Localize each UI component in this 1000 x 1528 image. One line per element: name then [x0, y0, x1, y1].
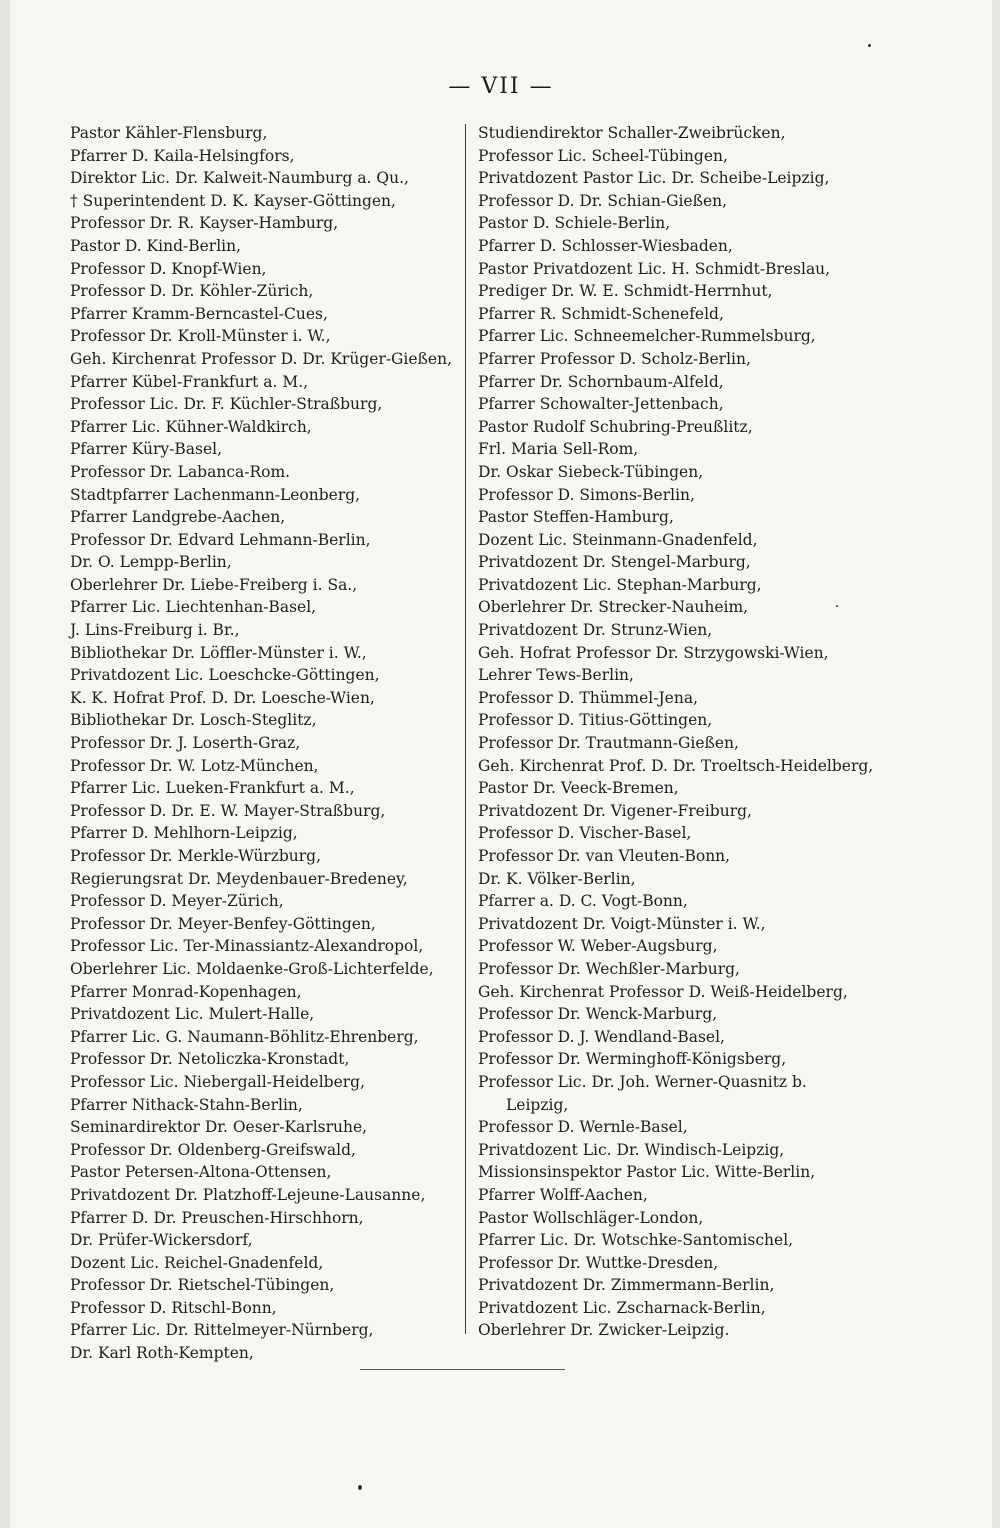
list-item: Bibliothekar Dr. Löffler-Münster i. W.,: [70, 643, 367, 662]
list-item: Pfarrer Lic. Lueken-Frankfurt a. M.,: [70, 779, 355, 798]
list-item: Professor D. Wernle-Basel,: [478, 1118, 688, 1137]
list-item: Dr. O. Lempp-Berlin,: [70, 553, 232, 572]
list-item: Pfarrer Nithack-Stahn-Berlin,: [70, 1095, 303, 1114]
list-item: Dozent Lic. Steinmann-Gnadenfeld,: [478, 530, 758, 549]
list-item: Pastor Dr. Veeck-Bremen,: [478, 779, 679, 798]
list-item: Oberlehrer Dr. Liebe-Freiberg i. Sa.,: [70, 575, 358, 594]
list-item: Privatdozent Dr. Vigener-Freiburg,: [478, 801, 752, 820]
list-item: Privatdozent Lic. Zscharnack-Berlin,: [478, 1298, 766, 1317]
list-item: Privatdozent Dr. Stengel-Marburg,: [478, 553, 751, 572]
list-item: Pfarrer Lic. Dr. Rittelmeyer-Nürnberg,: [70, 1321, 374, 1340]
list-item: Geh. Kirchenrat Prof. D. Dr. Troeltsch-Heidelberg,: [478, 756, 874, 775]
list-item: Professor W. Weber-Augsburg,: [478, 937, 718, 956]
list-item: Pastor D. Kind-Berlin,: [70, 236, 242, 255]
list-item: Geh. Hofrat Professor Dr. Strzygowski-Wien,: [478, 643, 829, 662]
list-item: Missionsinspektor Pastor Lic. Witte-Berlin,: [478, 1163, 816, 1182]
list-item: Pfarrer Kübel-Frankfurt a. M.,: [70, 372, 309, 391]
list-item: Pfarrer Lic. Schneemelcher-Rummelsburg,: [478, 327, 816, 346]
list-item: Professor D. Ritschl-Bonn,: [70, 1298, 277, 1317]
list-item: Professor Dr. Labanca-Rom.: [70, 462, 291, 481]
right-column-list: [478, 122, 873, 1342]
list-item: Professor Dr. R. Kayser-Hamburg,: [70, 214, 339, 233]
end-rule: [360, 1369, 565, 1370]
list-item: Prediger Dr. W. E. Schmidt-Herrnhut,: [478, 282, 773, 301]
list-item: Oberlehrer Dr. Strecker-Nauheim,: [478, 598, 749, 617]
list-item: Leipzig,: [506, 1095, 569, 1114]
list-item: Pfarrer Kramm-Berncastel-Cues,: [70, 304, 328, 323]
list-item: Pfarrer D. Dr. Preuschen-Hirschhorn,: [70, 1208, 364, 1227]
column-divider: [465, 124, 466, 1334]
list-item: Professor Lic. Niebergall-Heidelberg,: [70, 1072, 366, 1091]
list-item: Pfarrer R. Schmidt-Schenefeld,: [478, 304, 724, 323]
list-item: Professor Dr. Merkle-Würzburg,: [70, 847, 322, 865]
list-item: Frl. Maria Sell-Rom,: [478, 440, 639, 459]
list-item: Direktor Lic. Dr. Kalweit-Naumburg a. Qu.,: [70, 169, 409, 188]
list-item: Pfarrer Lic. Dr. Wotschke-Santomischel,: [478, 1231, 794, 1250]
list-item: Seminardirektor Dr. Oeser-Karlsruhe,: [70, 1118, 368, 1137]
list-item: Professor Dr. Wenck-Marburg,: [478, 1005, 718, 1024]
list-item: Professor D. Vischer-Basel,: [478, 824, 692, 843]
left-column-list: [70, 122, 452, 1365]
list-item: Oberlehrer Lic. Moldaenke-Groß-Lichterfelde,: [70, 959, 434, 978]
list-item: Pfarrer Dr. Schornbaum-Alfeld,: [478, 372, 724, 391]
list-item: Pfarrer Professor D. Scholz-Berlin,: [478, 349, 751, 368]
list-item: Pastor Petersen-Altona-Ottensen,: [70, 1163, 332, 1182]
list-item: Privatdozent Dr. Strunz-Wien,: [478, 621, 713, 640]
list-item: Professor D. Titius-Göttingen,: [478, 711, 713, 730]
list-item: Studiendirektor Schaller-Zweibrücken,: [478, 124, 786, 142]
list-item: Privatdozent Dr. Zimmermann-Berlin,: [478, 1276, 775, 1295]
list-item: Pfarrer Lic. G. Naumann-Böhlitz-Ehrenberg,: [70, 1027, 419, 1046]
list-item: Privatdozent Dr. Platzhoff-Lejeune-Lausanne,: [70, 1185, 426, 1204]
list-item: Professor Lic. Ter-Minassiantz-Alexandropol,: [70, 937, 424, 956]
list-item: Pfarrer D. Schlosser-Wiesbaden,: [478, 236, 733, 255]
list-item: Pfarrer D. Mehlhorn-Leipzig,: [70, 824, 298, 843]
list-item: Pastor Privatdozent Lic. H. Schmidt-Breslau,: [478, 259, 831, 278]
list-item: Professor D. Dr. E. W. Mayer-Straßburg,: [70, 801, 386, 820]
list-item: Professor Dr. Wuttke-Dresden,: [478, 1253, 719, 1272]
list-item: Geh. Kirchenrat Professor D. Weiß-Heidelberg,: [478, 982, 848, 1001]
list-item: Professor D. Dr. Schian-Gießen,: [478, 191, 728, 210]
scan-speck: [868, 44, 871, 47]
list-item: Professor Dr. Netoliczka-Kronstadt,: [70, 1050, 350, 1069]
list-item: Geh. Kirchenrat Professor D. Dr. Krüger-Gießen,: [70, 349, 452, 368]
list-item: Professor Dr. van Vleuten-Bonn,: [478, 847, 731, 865]
list-item: Professor Dr. J. Loserth-Graz,: [70, 734, 301, 753]
list-item: Professor D. Dr. Köhler-Zürich,: [70, 282, 314, 301]
list-item: Lehrer Tews-Berlin,: [478, 666, 634, 685]
list-item: Professor D. Simons-Berlin,: [478, 485, 695, 504]
list-item: Professor Dr. Werminghoff-Königsberg,: [478, 1050, 787, 1069]
list-item: Professor Dr. W. Lotz-München,: [70, 756, 319, 775]
list-item: Professor Dr. Wechßler-Marburg,: [478, 959, 740, 978]
list-item: Pastor Wollschläger-London,: [478, 1208, 704, 1227]
list-item: Bibliothekar Dr. Losch-Steglitz,: [70, 711, 317, 730]
list-item: Dr. Prüfer-Wickersdorf,: [70, 1231, 253, 1250]
list-item: Pastor Steffen-Hamburg,: [478, 508, 674, 527]
list-item: Dr. Oskar Siebeck-Tübingen,: [478, 462, 704, 481]
list-item: K. K. Hofrat Prof. D. Dr. Loesche-Wien,: [70, 688, 375, 707]
list-item: Pfarrer Wolff-Aachen,: [478, 1185, 648, 1204]
list-item: Oberlehrer Dr. Zwicker-Leipzig.: [478, 1321, 730, 1340]
list-item: Pfarrer Landgrebe-Aachen,: [70, 508, 286, 527]
list-item: Professor Dr. Trautmann-Gießen,: [478, 734, 739, 753]
list-item: Pfarrer Schowalter-Jettenbach,: [478, 395, 724, 414]
list-item: Privatdozent Pastor Lic. Dr. Scheibe-Leipzig,: [478, 169, 830, 188]
list-item: Professor Lic. Scheel-Tübingen,: [478, 146, 728, 165]
list-item: Privatdozent Lic. Stephan-Marburg,: [478, 575, 762, 594]
list-item: Pfarrer Lic. Liechtenhan-Basel,: [70, 598, 317, 617]
list-item: Professor Dr. Meyer-Benfey-Göttingen,: [70, 914, 376, 933]
list-item: Privatdozent Lic. Mulert-Halle,: [70, 1005, 315, 1024]
list-item: Professor Dr. Kroll-Münster i. W.,: [70, 327, 331, 346]
list-item: † Superintendent D. K. Kayser-Göttingen,: [70, 191, 396, 210]
list-item: Regierungsrat Dr. Meydenbauer-Bredeney,: [70, 869, 408, 888]
list-item: Pfarrer D. Kaila-Helsingfors,: [70, 146, 295, 165]
list-item: Dr. K. Völker-Berlin,: [478, 869, 636, 888]
scan-speck: [836, 605, 838, 607]
list-item: Professor Dr. Oldenberg-Greifswald,: [70, 1140, 356, 1159]
list-item: Privatdozent Lic. Dr. Windisch-Leipzig,: [478, 1140, 785, 1159]
list-item: Dozent Lic. Reichel-Gnadenfeld,: [70, 1253, 324, 1272]
list-item: Professor Lic. Dr. F. Küchler-Straßburg,: [70, 395, 383, 414]
list-item: Professor D. J. Wendland-Basel,: [478, 1027, 725, 1046]
list-item: Pfarrer Monrad-Kopenhagen,: [70, 982, 302, 1001]
list-item: J. Lins-Freiburg i. Br.,: [70, 621, 240, 640]
list-item: Dr. Karl Roth-Kempten,: [70, 1344, 254, 1363]
list-item: Professor Lic. Dr. Joh. Werner-Quasnitz b.: [478, 1072, 807, 1091]
list-item: Privatdozent Dr. Voigt-Münster i. W.,: [478, 914, 766, 933]
list-item: Pfarrer Küry-Basel,: [70, 440, 223, 459]
scan-speck: [358, 1485, 362, 1490]
list-item: Privatdozent Lic. Loeschcke-Göttingen,: [70, 666, 380, 685]
list-item: Pastor Rudolf Schubring-Preußlitz,: [478, 417, 753, 436]
list-item: Pastor D. Schiele-Berlin,: [478, 214, 671, 233]
list-item: Professor Dr. Edvard Lehmann-Berlin,: [70, 530, 371, 549]
list-item: Professor D. Meyer-Zürich,: [70, 892, 284, 911]
list-item: Pastor Kähler-Flensburg,: [70, 124, 268, 142]
list-item: Stadtpfarrer Lachenmann-Leonberg,: [70, 485, 361, 504]
list-item: Pfarrer Lic. Kühner-Waldkirch,: [70, 417, 312, 436]
list-item: Professor D. Knopf-Wien,: [70, 259, 267, 278]
list-item: Professor Dr. Rietschel-Tübingen,: [70, 1276, 335, 1295]
list-item: Professor D. Thümmel-Jena,: [478, 688, 698, 707]
list-item: Pfarrer a. D. C. Vogt-Bonn,: [478, 892, 688, 911]
page-number: — VII —: [448, 74, 554, 99]
